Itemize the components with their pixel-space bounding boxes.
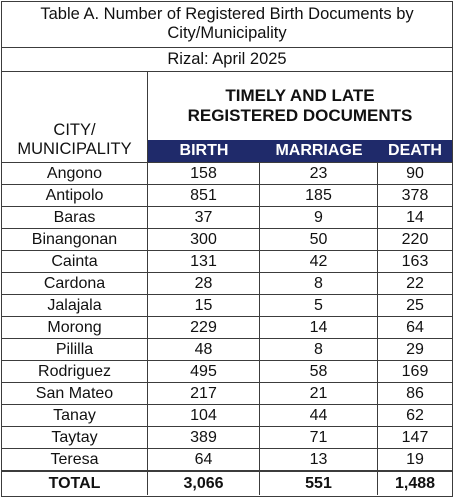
row-marriage: 13	[260, 449, 378, 470]
row-death: 14	[406, 209, 424, 226]
row-marriage: 71	[260, 427, 378, 448]
total-marriage: 551	[260, 472, 378, 495]
table-row	[2, 339, 452, 361]
table-row	[2, 361, 452, 383]
column-headers	[148, 140, 452, 162]
table-row	[2, 251, 452, 273]
row-marriage: 9	[260, 207, 378, 228]
row-death: 25	[406, 297, 424, 314]
row-marriage: 8	[260, 273, 378, 294]
row-death: 22	[406, 275, 424, 292]
row-birth: 300	[148, 229, 260, 250]
row-birth: 131	[148, 251, 260, 272]
table-row	[2, 405, 452, 427]
row-marriage: 5	[260, 295, 378, 316]
table-row	[2, 317, 452, 339]
row-death: 163	[401, 253, 429, 270]
column-header-marriage: MARRIAGE	[275, 142, 363, 159]
row-city: Taytay	[2, 427, 148, 448]
row-death: 19	[406, 451, 424, 468]
table-row	[2, 383, 452, 405]
row-marriage: 50	[260, 229, 378, 250]
row-city: Tanay	[2, 405, 148, 426]
row-marriage: 185	[260, 185, 378, 206]
city-header	[2, 72, 148, 162]
row-city: Baras	[2, 207, 148, 228]
row-death: 147	[401, 429, 429, 446]
row-death: 378	[401, 187, 429, 204]
row-city: Cainta	[2, 251, 148, 272]
row-city: Angono	[2, 163, 148, 184]
table-row	[2, 295, 452, 317]
row-marriage: 44	[260, 405, 378, 426]
total-row	[2, 471, 452, 495]
column-header-birth: BIRTH	[179, 142, 229, 159]
group-header	[148, 72, 452, 140]
total-label: TOTAL	[2, 472, 148, 495]
row-birth: 217	[148, 383, 260, 404]
row-death: 169	[401, 363, 429, 380]
row-death: 90	[406, 165, 424, 182]
table-row	[2, 185, 452, 207]
row-marriage: 21	[260, 383, 378, 404]
row-death: 86	[406, 385, 424, 402]
row-birth: 851	[148, 185, 260, 206]
row-city: Teresa	[2, 449, 148, 470]
row-birth: 28	[148, 273, 260, 294]
row-birth: 158	[148, 163, 260, 184]
registered-documents-table	[1, 1, 453, 497]
row-marriage: 42	[260, 251, 378, 272]
total-death: 1,488	[394, 475, 436, 492]
row-death: 29	[406, 341, 424, 358]
column-header-death: DEATH	[388, 142, 442, 159]
row-city: San Mateo	[2, 383, 148, 404]
row-city: Pililla	[2, 339, 148, 360]
row-birth: 64	[148, 449, 260, 470]
table-subtitle: Rizal: April 2025	[2, 48, 452, 72]
table-title: Table A. Number of Registered Birth Documents by City/Municipality	[2, 2, 452, 48]
row-birth: 104	[148, 405, 260, 426]
row-city: Cardona	[2, 273, 148, 294]
row-city: Antipolo	[2, 185, 148, 206]
row-birth: 229	[148, 317, 260, 338]
row-birth: 48	[148, 339, 260, 360]
table-row	[2, 229, 452, 251]
row-marriage: 23	[260, 163, 378, 184]
row-city: Rodriguez	[2, 361, 148, 382]
row-marriage: 8	[260, 339, 378, 360]
documents-header	[148, 72, 452, 162]
row-death: 220	[401, 231, 429, 248]
table-row	[2, 273, 452, 295]
table-row	[2, 427, 452, 449]
row-death: 62	[406, 407, 424, 424]
row-death: 64	[406, 319, 424, 336]
group-header-label: TIMELY AND LATE REGISTERED DOCUMENTS	[187, 86, 413, 125]
row-city: Jalajala	[2, 295, 148, 316]
row-marriage: 14	[260, 317, 378, 338]
total-birth: 3,066	[148, 472, 260, 495]
row-birth: 15	[148, 295, 260, 316]
city-header-label: CITY/ MUNICIPALITY	[17, 121, 132, 158]
table-body	[2, 163, 452, 471]
table-row	[2, 207, 452, 229]
row-birth: 495	[148, 361, 260, 382]
table-row	[2, 163, 452, 185]
row-city: Binangonan	[2, 229, 148, 250]
table-row	[2, 449, 452, 471]
row-city: Morong	[2, 317, 148, 338]
row-birth: 389	[148, 427, 260, 448]
row-birth: 37	[148, 207, 260, 228]
row-marriage: 58	[260, 361, 378, 382]
table-header	[2, 72, 452, 163]
